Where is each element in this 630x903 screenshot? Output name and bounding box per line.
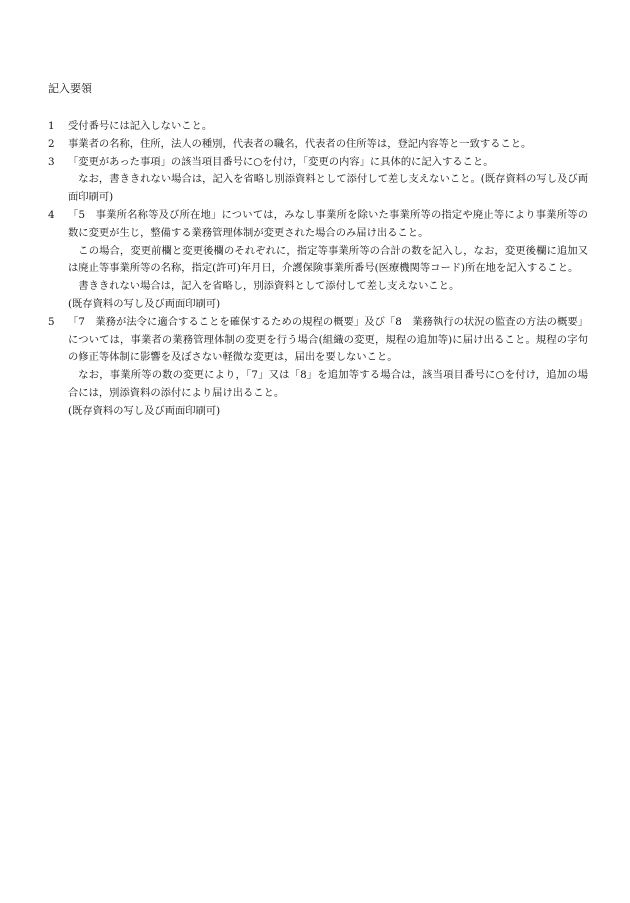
document-heading: 記入要領 [48,82,92,95]
item-number: 3 [48,155,55,168]
item-number: 5 [48,315,55,328]
item-paragraph: (既存資料の写し及び両面印刷可) [68,404,221,417]
item-text: 「5 事業所名称等及び所在地」については，みなし事業所を除いた事業所等の指定や廃止等により事業所等の数に変更が生じ，整備する業務管理体制が変更された場合のみ届け出ること。 [68,208,588,239]
instruction-list [48,118,588,421]
instruction-item-3 [48,154,588,207]
instruction-item-5 [48,314,588,421]
item-number: 2 [48,137,55,150]
instruction-item-2 [48,136,588,154]
item-text: 「変更があった事項」の該当項目番号に○を付け，「変更の内容」に具体的に記入すること。 [68,155,494,168]
item-paragraph: (既存資料の写し及び両面印刷可) [68,297,221,310]
item-text: 事業者の名称，住所，法人の種別，代表者の職名，代表者の住所等は，登記内容等と一致すること。 [68,137,532,150]
item-number: 1 [48,120,55,132]
item-paragraph: なお，事業所等の数の変更により，「7」又は「8」を追加等する場合は，該当項目番号に○を付け，追加の場合には，別添資料の添付により届け出ること。 [68,369,588,399]
item-paragraph: この場合，変更前欄と変更後欄のそれぞれに，指定等事業所等の合計の数を記入し，なお，変更後欄に追加又は廃止等事業所等の名称，指定(許可)年月日，介護保険事業所番号(医療機関等コード)所在地を記入すること。 [68,244,588,275]
item-text: 受付番号には記入しないこと。 [68,120,213,132]
item-paragraph: 書ききれない場合は，記入を省略し，別添資料として添付して差し支えないこと。 [78,280,460,293]
instruction-item-1 [48,118,588,136]
item-number: 4 [48,208,55,221]
item-text: 「7 業務が法令に適合することを確保するための規程の概要」及び「8 業務執行の状況の監査の方法の概要」については，事業者の業務管理体制の変更を行う場合(組織の変更，規程の追加等)に届け出ること。規程の字句の修正等体制に影響を及ぼさない軽微な変更は，届出を要しないこと。 [68,315,588,364]
item-paragraph: なお，書ききれない場合は，記入を省略し別添資料として添付して差し支えないこと。(既存資料の写し及び両面印刷可) [68,173,588,204]
instruction-item-4 [48,207,588,314]
